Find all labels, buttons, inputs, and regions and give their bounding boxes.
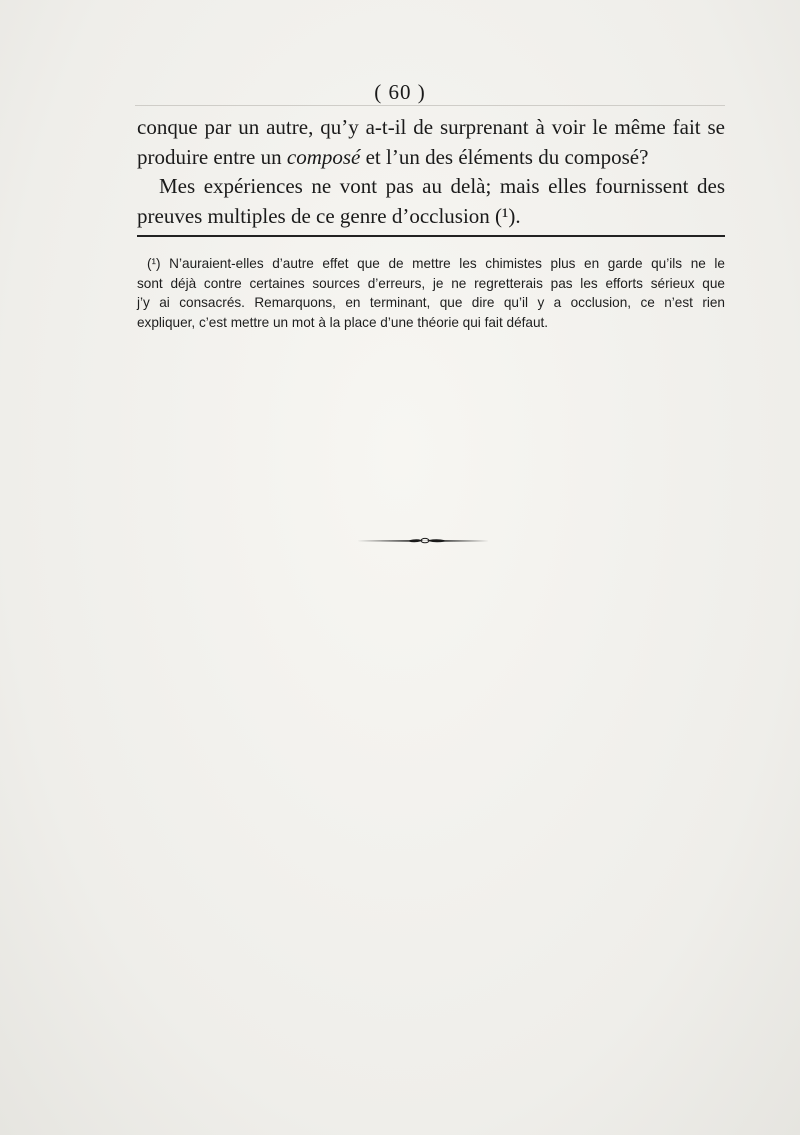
paragraph-2: [137, 172, 725, 231]
footnote: [137, 254, 725, 332]
header-rule: [135, 105, 725, 106]
footnote-line: j’y ai consacrés. Remarquons, en terminant, que dire qu’il y a occlusion, ce n’est rien: [137, 295, 725, 310]
text-line: conque par un autre, qu’y a-t-il de surprenant à voir le même fait se: [137, 115, 725, 139]
page-number: ( 60 ): [374, 80, 426, 104]
end-ornament: [355, 535, 491, 545]
footnote-line: expliquer, c’est mettre un mot à la place d’une théorie qui fait défaut.: [137, 314, 549, 330]
text-line: preuves multiples de ce genre d’occlusion (¹).: [137, 203, 521, 228]
emphasized-word: composé: [286, 144, 361, 169]
footnote-line: sont déjà contre certaines sources d’erreurs, je ne regretterais pas les efforts sérieux que: [137, 275, 725, 291]
text-line: Mes expériences ne vont pas au delà; mais elles fournissent des: [159, 174, 725, 198]
footnote-rule: [137, 235, 725, 237]
text-line: produire entre un composé et l’un des éléments du composé?: [137, 144, 649, 169]
body-text: [137, 113, 725, 231]
footnote-line: (¹) N’auraient-elles d’autre effet que de mettre les chimistes plus en garde qu’ils ne le: [147, 256, 725, 271]
paragraph-1: [137, 113, 725, 172]
